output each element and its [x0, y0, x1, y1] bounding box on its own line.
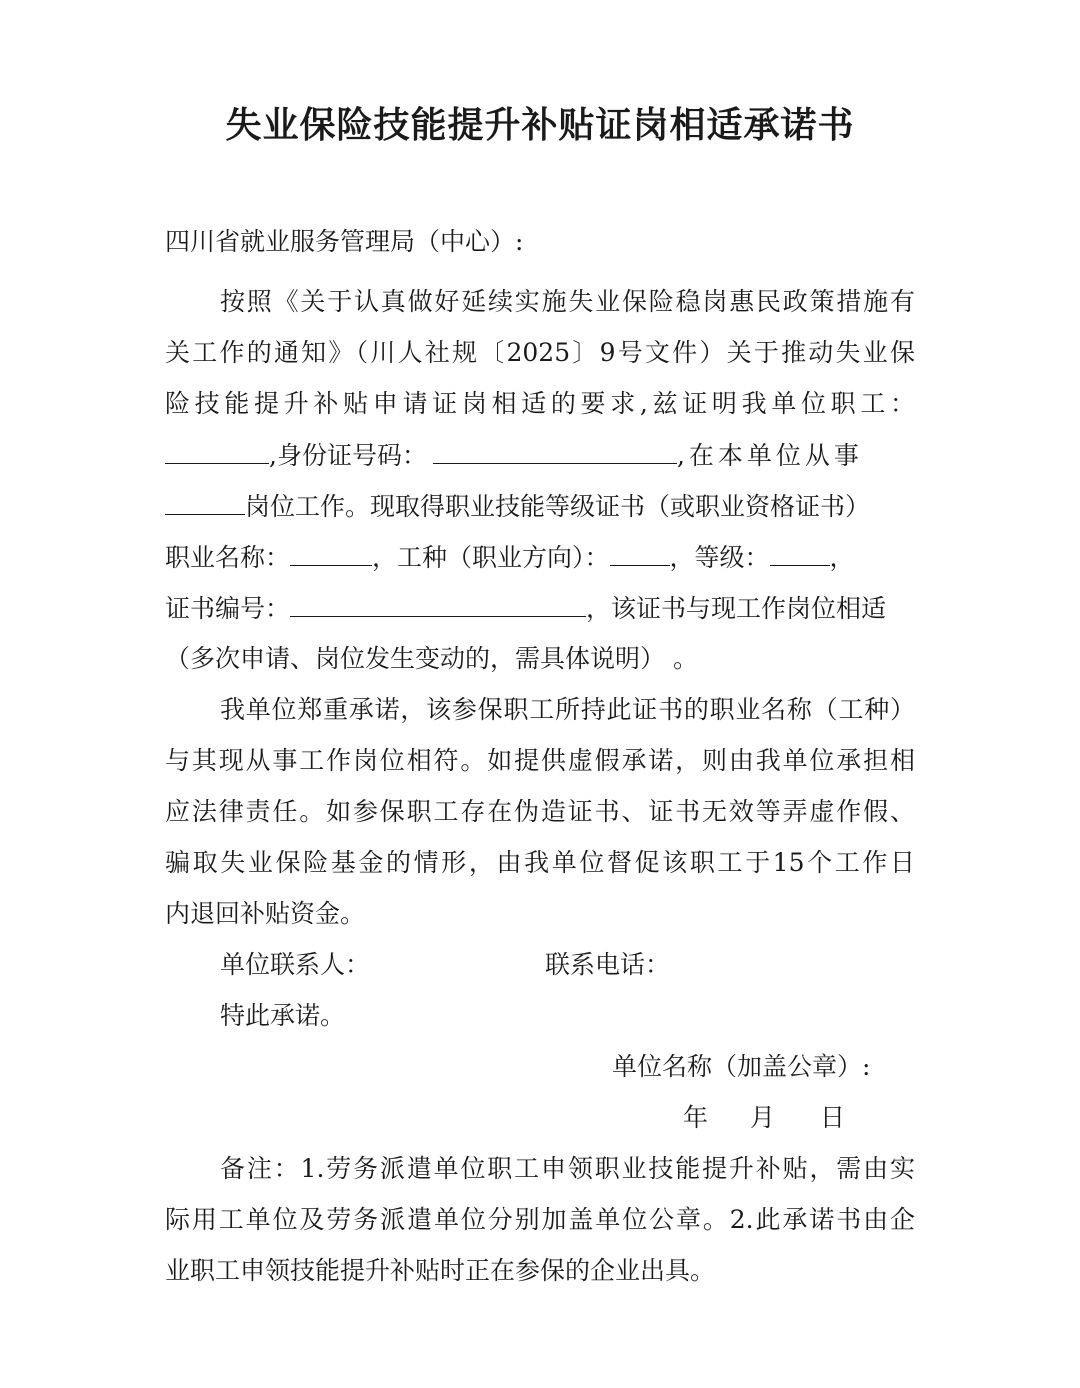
contact-person-label: 单位联系人： — [220, 950, 371, 979]
para2-line5: 内退回补贴资金。 — [165, 899, 366, 928]
addressee: 四川省就业服务管理局（中心）: — [165, 227, 524, 256]
certificate-fit-label: ，该证书与现工作岗位相适 — [586, 594, 887, 623]
position-blank — [165, 488, 245, 515]
document-title: 失业保险技能提升补贴证岗相适承诺书 — [225, 105, 855, 146]
work-type-label: ，工种（职业方向）： — [372, 543, 610, 572]
grade-blank — [770, 539, 830, 566]
occupation-name-label: 职业名称： — [165, 543, 291, 572]
note-line2: 际用工单位及劳务派遣单位分别加盖单位公章。2.此承诺书由企 — [165, 1205, 915, 1234]
hereby-promise: 特此承诺。 — [220, 1001, 346, 1030]
date-year: 年 — [683, 1103, 709, 1132]
work-type-blank — [610, 539, 670, 566]
note-line3: 业职工申领技能提升补贴时正在参保的企业出具。 — [165, 1256, 716, 1285]
para1-line3: 险技能提升补贴申请证岗相适的要求,兹证明我单位职工： — [165, 389, 915, 418]
grade-comma: ， — [829, 543, 855, 572]
para2-line4: 骗取失业保险基金的情形，由我单位督促该职工于15个工作日 — [165, 848, 915, 877]
para2-line1: 我单位郑重承诺，该参保职工所持此证书的职业名称（工种） — [220, 695, 915, 724]
para1-line6 — [165, 539, 915, 576]
date-day: 日 — [820, 1103, 846, 1132]
para1-line7 — [165, 590, 915, 627]
org-name-seal-label: 单位名称（加盖公章）: — [612, 1052, 871, 1081]
para1-line2: 关工作的通知》（川人社规〔2025〕9号文件）关于推动失业保 — [165, 338, 915, 367]
certificate-number-blank — [290, 590, 586, 617]
employee-name-blank — [165, 437, 269, 464]
engaged-in-label: ,在本单位从事 — [676, 441, 863, 470]
para1-line1: 按照《关于认真做好延续实施失业保险稳岗惠民政策措施有 — [220, 287, 915, 316]
contact-phone-label: 联系电话： — [545, 950, 671, 979]
grade-label: ，等级： — [669, 543, 770, 572]
date-month: 月 — [750, 1103, 776, 1132]
para1-line8: （多次申请、岗位发生变动的，需具体说明） 。 — [165, 644, 698, 673]
id-number-label: ,身份证号码： — [269, 441, 427, 470]
para2-line3: 应法律责任。如参保职工存在伪造证书、证书无效等弄虚作假、 — [165, 797, 915, 826]
position-label: 岗位工作。现取得职业技能等级证书（或职业资格证书） — [245, 492, 871, 521]
occupation-name-blank — [290, 539, 372, 566]
note-line1: 备注：1.劳务派遣单位职工申领职业技能提升补贴，需由实 — [220, 1154, 915, 1183]
para2-line2: 与其现从事工作岗位相符。如提供虚假承诺，则由我单位承担相 — [165, 746, 915, 775]
para1-line5 — [165, 488, 915, 525]
id-number-blank — [433, 437, 677, 464]
para1-line4 — [165, 437, 915, 474]
certificate-number-label: 证书编号： — [165, 594, 291, 623]
